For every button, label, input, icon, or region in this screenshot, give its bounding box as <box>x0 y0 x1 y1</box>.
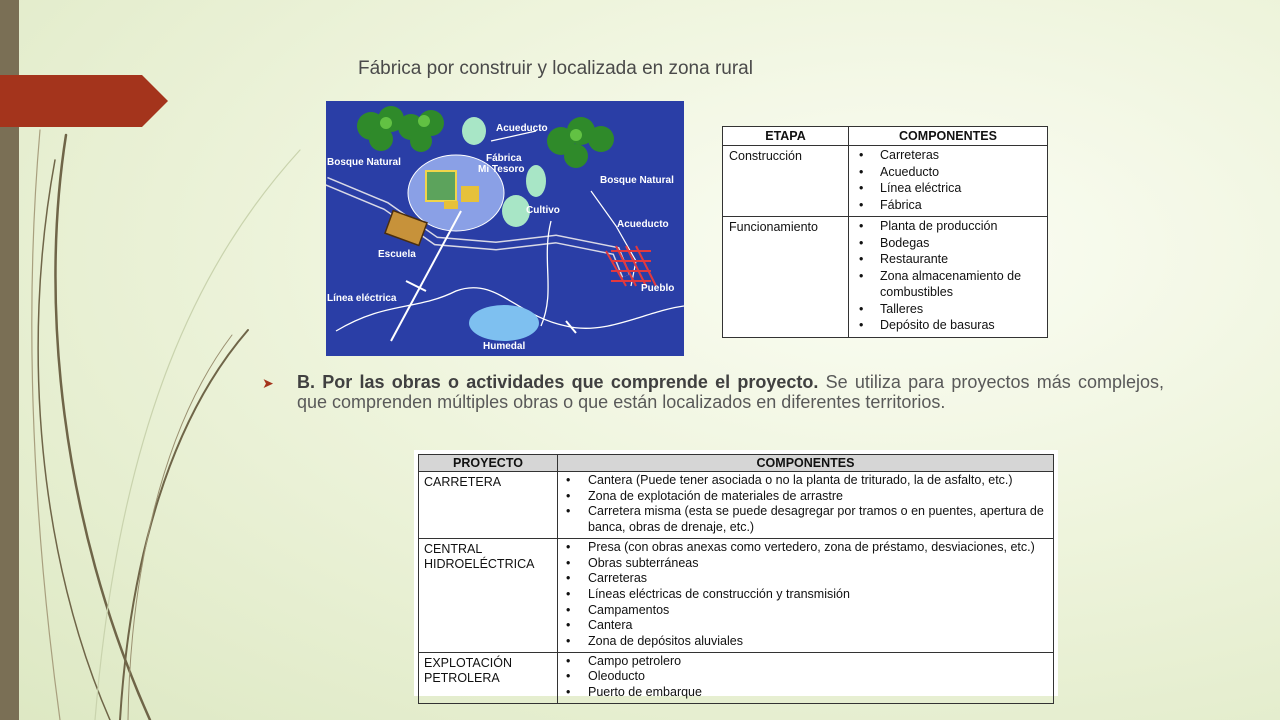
table2-header-proyecto: PROYECTO <box>419 455 558 472</box>
proyecto-componentes-table <box>418 454 1054 704</box>
slide-caption: Fábrica por construir y localizada en zona rural <box>358 58 753 79</box>
list-item: • Cantera <box>563 618 1048 634</box>
list-item: • Carreteras <box>563 571 1048 587</box>
proyecto-table-image <box>414 450 1058 700</box>
rural-factory-map <box>326 101 684 356</box>
map-label-mi-tesoro: Mi Tesoro <box>478 164 525 175</box>
table2-proyecto-cell: CARRETERA <box>419 472 558 539</box>
map-label-acueducto-right: Acueducto <box>617 219 669 230</box>
table2-components-cell <box>558 538 1054 652</box>
table1-components-cell <box>849 146 1048 217</box>
table2-proyecto-cell: EXPLOTACIÓN PETROLERA <box>419 652 558 703</box>
list-item: • Restaurante <box>855 251 1041 268</box>
map-label-bosque-right: Bosque Natural <box>600 175 674 186</box>
map-label-pueblo: Pueblo <box>641 283 675 294</box>
bullet-paragraph <box>262 372 1164 412</box>
list-item: • Presa (con obras anexas como vertedero, zona de préstamo, desviaciones, etc.) <box>563 540 1048 556</box>
list-item: • Acueducto <box>855 164 1041 181</box>
list-item: • Campo petrolero <box>563 654 1048 670</box>
map-label-bosque-left: Bosque Natural <box>327 157 401 168</box>
list-item: • Depósito de basuras <box>855 317 1041 334</box>
list-item: • Oleoducto <box>563 669 1048 685</box>
list-item: • Zona almacenamiento de combustibles <box>855 268 1041 301</box>
list-item: • Obras subterráneas <box>563 556 1048 572</box>
map-label-fabrica: Fábrica <box>486 153 522 164</box>
list-item: • Puerto de embarque <box>563 685 1048 701</box>
etapa-componentes-table <box>722 126 1048 338</box>
bullet-text <box>297 372 1164 412</box>
list-item: • Zona de depósitos aluviales <box>563 634 1048 650</box>
list-item: • Planta de producción <box>855 218 1041 235</box>
map-label-linea-electrica: Línea eléctrica <box>327 293 397 304</box>
list-item: • Zona de explotación de materiales de arrastre <box>563 489 1048 505</box>
table2-proyecto-cell: CENTRAL HIDROELÉCTRICA <box>419 538 558 652</box>
list-item: • Carretera misma (esta se puede desagregar por tramos o en puentes, apertura de banca, obras de drenaje, etc.) <box>563 504 1048 535</box>
table1-header-componentes: COMPONENTES <box>849 127 1048 146</box>
list-item: • Línea eléctrica <box>855 180 1041 197</box>
table1-etapa-cell: Funcionamiento <box>723 217 849 338</box>
bullet-body-text: Se utiliza para proyectos más complejos, que comprenden múltiples obras o que están localizados en diferentes territorios. <box>297 372 1164 412</box>
table1-header-etapa: ETAPA <box>723 127 849 146</box>
table2-header-componentes: COMPONENTES <box>558 455 1054 472</box>
map-illustration <box>326 101 684 356</box>
table-row <box>419 538 1054 652</box>
list-item: • Carreteras <box>855 147 1041 164</box>
list-item: • Campamentos <box>563 603 1048 619</box>
map-label-cultivo: Cultivo <box>526 205 560 216</box>
list-item: • Fábrica <box>855 197 1041 214</box>
table-row <box>723 217 1048 338</box>
arrow-bullet-icon: ➤ <box>262 375 274 391</box>
list-item: • Cantera (Puede tener asociada o no la planta de triturado, la de asfalto, etc.) <box>563 473 1048 489</box>
table1-components-cell <box>849 217 1048 338</box>
bullet-bold-text: B. Por las obras o actividades que comprende el proyecto. <box>297 372 819 392</box>
list-item: • Talleres <box>855 301 1041 318</box>
map-label-escuela: Escuela <box>378 249 416 260</box>
table-row <box>723 146 1048 217</box>
red-accent-tab <box>0 75 168 127</box>
table2-components-cell <box>558 472 1054 539</box>
table2-components-cell <box>558 652 1054 703</box>
table1-etapa-cell: Construcción <box>723 146 849 217</box>
list-item: • Bodegas <box>855 235 1041 252</box>
table-row <box>419 652 1054 703</box>
map-label-acueducto-top: Acueducto <box>496 123 548 134</box>
table-row <box>419 472 1054 539</box>
list-item: • Líneas eléctricas de construcción y transmisión <box>563 587 1048 603</box>
map-label-humedal: Humedal <box>483 341 526 352</box>
